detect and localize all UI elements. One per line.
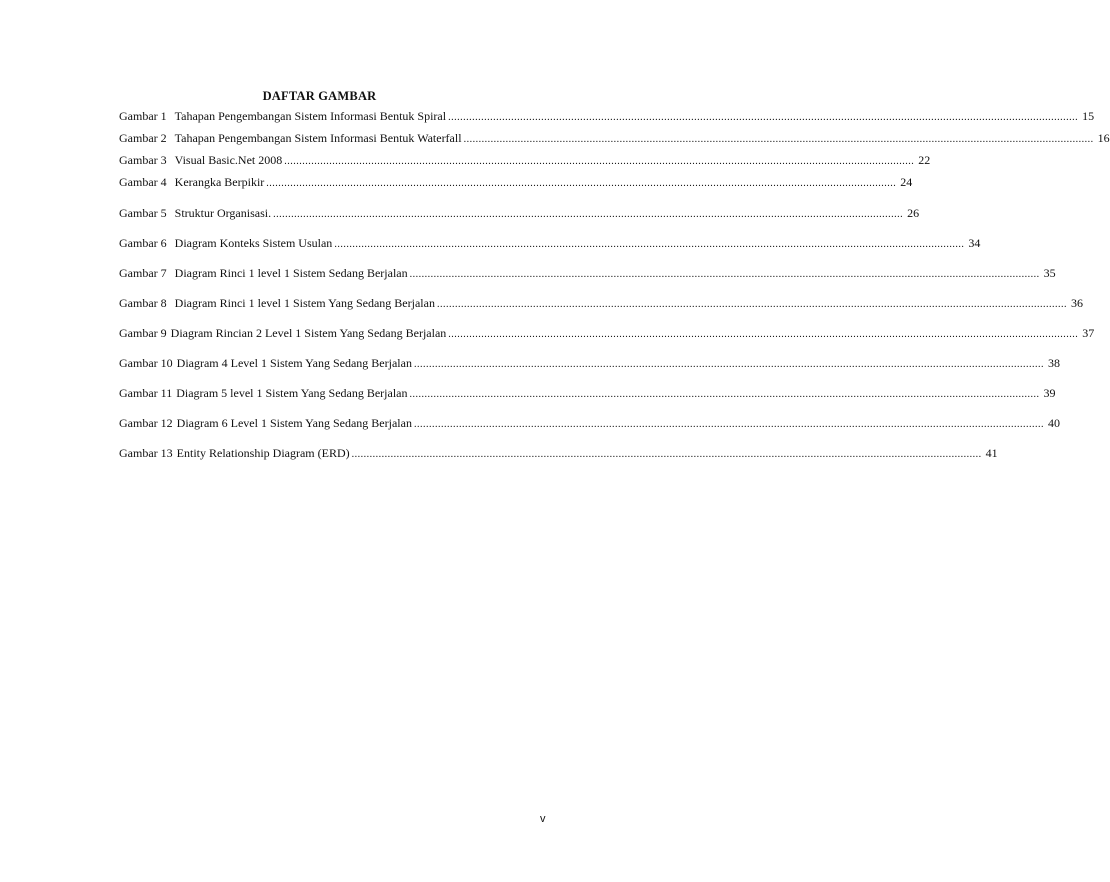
- figure-page: 15: [1082, 109, 1095, 123]
- list-item: [119, 445, 998, 461]
- figure-title: Diagram Rincian 2 Level 1 Sistem Yang Sedang Berjalan: [170, 326, 447, 340]
- dot-leader: [273, 207, 903, 223]
- list-item: [119, 205, 920, 221]
- dot-leader: [414, 417, 1044, 433]
- figure-number: Gambar 12: [119, 416, 173, 430]
- figure-number: Gambar 5: [119, 206, 167, 220]
- figure-page: 41: [985, 446, 998, 460]
- figure-number: Gambar 8: [119, 296, 167, 310]
- figure-number: Gambar 9: [119, 326, 167, 340]
- figure-title: Struktur Organisasi.: [174, 206, 272, 220]
- dot-leader: [266, 176, 896, 192]
- list-item: [119, 295, 1083, 311]
- figure-page: 26: [907, 206, 920, 220]
- list-item: [119, 415, 1060, 431]
- figure-number: Gambar 1: [119, 109, 167, 123]
- figure-number: Gambar 6: [119, 236, 167, 250]
- figure-title: Diagram Rinci 1 level 1 Sistem Yang Sedang Berjalan: [174, 296, 435, 310]
- figure-title: Diagram Konteks Sistem Usulan: [174, 236, 333, 250]
- figure-number: Gambar 10: [119, 356, 173, 370]
- figure-title: Kerangka Berpikir: [174, 175, 265, 189]
- figure-number: Gambar 11: [119, 386, 173, 400]
- list-item: [119, 325, 1095, 341]
- list-item: [119, 385, 1056, 401]
- dot-leader: [464, 132, 1094, 148]
- figure-title: Visual Basic.Net 2008: [174, 153, 283, 167]
- dot-leader: [437, 297, 1067, 313]
- figure-title: Diagram 6 Level 1 Sistem Yang Sedang Berjalan: [176, 416, 412, 430]
- figure-page: 37: [1082, 326, 1095, 340]
- figure-number: Gambar 7: [119, 266, 167, 280]
- list-item: [119, 152, 931, 168]
- dot-leader: [334, 237, 964, 253]
- dot-leader: [448, 110, 1078, 126]
- figure-title: Tahapan Pengembangan Sistem Informasi Bentuk Spiral: [174, 109, 447, 123]
- figure-title: Diagram Rinci 1 level 1 Sistem Sedang Berjalan: [174, 266, 408, 280]
- figure-page: 24: [900, 175, 913, 189]
- dot-leader: [448, 327, 1078, 343]
- figure-page: 36: [1070, 296, 1083, 310]
- figure-page: 39: [1043, 386, 1056, 400]
- list-item: [119, 108, 1095, 124]
- page-number: v: [540, 813, 546, 825]
- dot-leader: [414, 357, 1044, 373]
- figure-page: 34: [968, 236, 981, 250]
- list-item: [119, 130, 1110, 146]
- figure-number: Gambar 13: [119, 446, 173, 460]
- figure-page: 22: [918, 153, 931, 167]
- figure-page: 16: [1097, 131, 1110, 145]
- figure-title: Diagram 5 level 1 Sistem Yang Sedang Berjalan: [176, 386, 408, 400]
- figure-page: 35: [1043, 266, 1056, 280]
- page-title: DAFTAR GAMBAR: [262, 89, 377, 103]
- dot-leader: [410, 387, 1040, 403]
- list-item: [119, 265, 1056, 281]
- figure-title: Diagram 4 Level 1 Sistem Yang Sedang Berjalan: [176, 356, 412, 370]
- figure-number: Gambar 4: [119, 175, 167, 189]
- figure-number: Gambar 3: [119, 153, 167, 167]
- dot-leader: [410, 267, 1040, 283]
- list-item: [119, 235, 981, 251]
- figure-title: Tahapan Pengembangan Sistem Informasi Bentuk Waterfall: [174, 131, 462, 145]
- dot-leader: [352, 447, 982, 463]
- figure-page: 40: [1047, 416, 1060, 430]
- figure-title: Entity Relationship Diagram (ERD): [176, 446, 350, 460]
- figure-number: Gambar 2: [119, 131, 167, 145]
- figure-page: 38: [1047, 356, 1060, 370]
- list-item: [119, 355, 1060, 371]
- dot-leader: [284, 154, 914, 170]
- list-item: [119, 174, 913, 190]
